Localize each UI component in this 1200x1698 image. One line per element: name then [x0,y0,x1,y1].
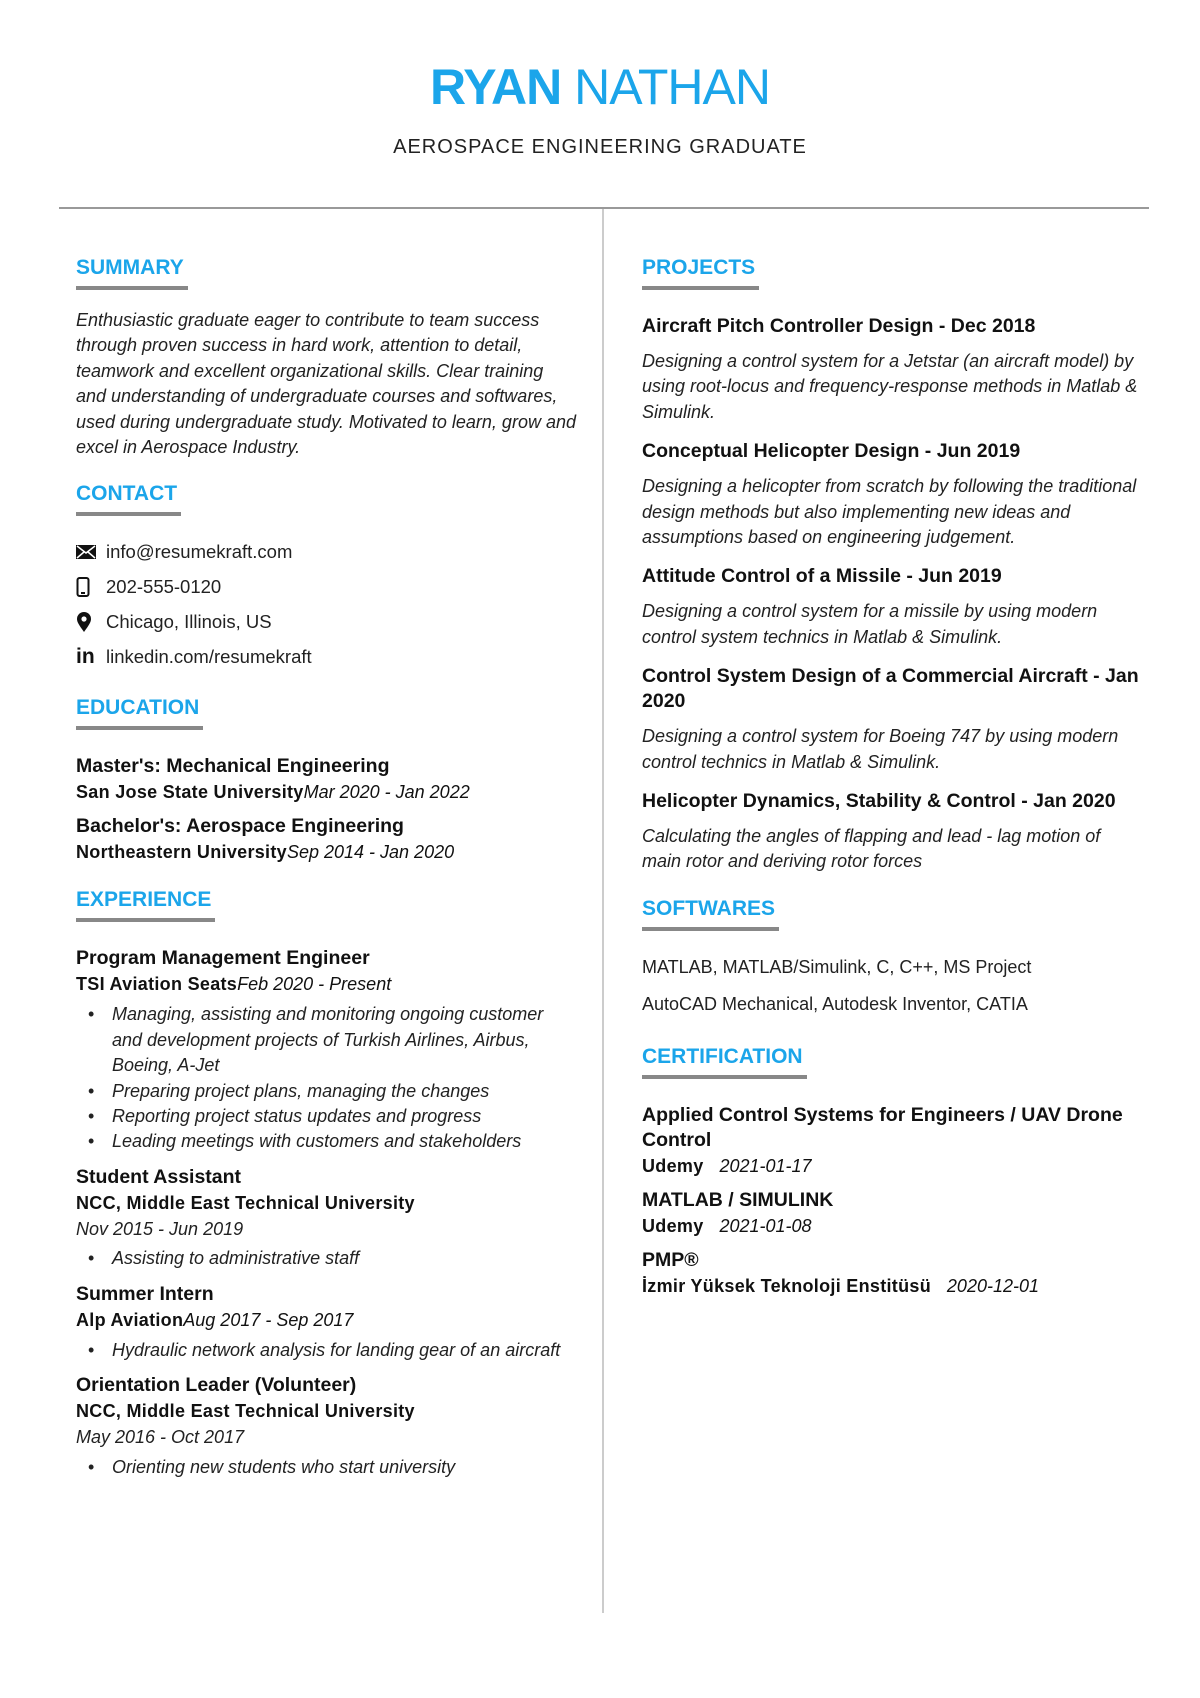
dates: Aug 2017 - Sep 2017 [183,1309,354,1330]
project-title: Aircraft Pitch Controller Design - Dec 2018 [642,315,1036,337]
section-heading: CERTIFICATION [642,1045,807,1079]
section-heading: CONTACT [76,482,181,516]
project-title: Helicopter Dynamics, Stability & Control - Jan 2020 [642,790,1116,813]
project-item [642,789,1142,875]
software-line: MATLAB, MATLAB/Simulink, C, C++, MS Project [642,956,1032,977]
issuer: Udemy [642,1215,704,1236]
school: Northeastern University [76,842,287,863]
organization: NCC, Middle East Technical University [76,1192,415,1213]
section-heading: EXPERIENCE [76,888,215,922]
dates: Mar 2020 - Jan 2022 [303,782,470,803]
right-column [642,256,1142,1322]
project-description: Calculating the angles of flapping and lead - lag motion of main rotor and deriving rotor forces [642,826,1101,872]
contact-section [76,482,576,674]
certification-section [642,1045,1142,1300]
project-title: Attitude Control of a Missile - Jun 2019 [642,565,1002,588]
contact-linkedin[interactable]: in linkedin.com/resumekraft [76,644,312,668]
map-pin-icon [76,612,106,632]
bullet: • Preparing project plans, managing the changes [88,1079,576,1104]
education-item [76,754,576,806]
candidate-name: RYAN NATHAN [430,59,770,115]
project-item [642,314,1142,425]
header-divider [59,207,1149,209]
project-description: Designing a control system for a missile by using modern control system technics in Matlab & Simulink. [642,601,1098,647]
education-section [76,696,576,866]
dates: Feb 2020 - Present [237,974,392,995]
date: 2020-12-01 [946,1275,1039,1296]
project-description: Designing a control system for Boeing 747 by using modern control technics in Matlab & Simulink. [642,726,1119,772]
project-item [642,664,1142,775]
project-description: Designing a helicopter from scratch by following the traditional design methods but also implementing new ideas and assumptions based on engineering judgement. [642,476,1137,548]
degree: Bachelor's: Aerospace Engineering [76,815,404,838]
bullet: • Reporting project status updates and progress [88,1104,576,1129]
summary-text: Enthusiastic graduate eager to contribute to team success through proven success in hard work, attention to detail, teamwork and excellent organizational skills. Clear training and understanding of undergraduate courses and softwares, used during undergraduate study. Motivated to learn, grow and excel in Aerospace Industry. [76,310,576,458]
envelope-icon [76,545,106,559]
summary-section [76,256,576,460]
project-description: Designing a control system for a Jetstar (an aircraft model) by using root-locus and frequency-response methods in Matlab & Simulink. [642,351,1138,422]
certification-name: MATLAB / SIMULINK [642,1188,834,1211]
certification-name: PMP® [642,1248,699,1271]
role: Student Assistant [76,1165,242,1188]
contact-email[interactable]: info@resumekraft.com [76,534,576,569]
experience-item [76,1282,576,1363]
experience-item [76,1373,576,1480]
project-title: Control System Design of a Commercial Aircraft - Jan 2020 [642,665,1139,713]
contact-phone: 202-555-0120 [76,569,576,604]
project-item [642,564,1142,650]
organization: Alp Aviation [76,1309,184,1330]
organization: TSI Aviation Seats [76,974,238,995]
degree: Master's: Mechanical Engineering [76,755,390,778]
linkedin-icon: in [76,644,95,668]
section-heading: PROJECTS [642,256,759,290]
bullet: • Leading meetings with customers and stakeholders [88,1129,576,1154]
role: Summer Intern [76,1282,214,1305]
bullet: • Orienting new students who start university [88,1455,576,1480]
issuer: Udemy [642,1155,704,1176]
role: Program Management Engineer [76,947,370,970]
section-heading: SOFTWARES [642,897,779,931]
softwares-section [642,897,1142,1023]
dates: May 2016 - Oct 2017 [76,1427,245,1448]
section-heading: EDUCATION [76,696,203,730]
left-column [76,256,576,1502]
bullet: • Managing, assisting and monitoring ongoing customer and development projects of Turkish Airlines, Airbus, Boeing, A-Jet [88,1002,576,1078]
organization: NCC, Middle East Technical University [76,1401,415,1422]
date: 2021-01-08 [719,1215,812,1236]
column-divider [602,209,604,1613]
role: Orientation Leader (Volunteer) [76,1374,357,1397]
contact-location: Chicago, Illinois, US [76,604,576,639]
job-title: AEROSPACE ENGINEERING GRADUATE [393,136,807,158]
education-item [76,814,576,866]
dates: Nov 2015 - Jun 2019 [76,1218,244,1239]
bullet: • Assisting to administrative staff [88,1246,576,1271]
software-line: AutoCAD Mechanical, Autodesk Inventor, CATIA [642,993,1028,1014]
dates: Sep 2014 - Jan 2020 [286,842,455,863]
issuer: İzmir Yüksek Teknoloji Enstitüsü [642,1275,932,1296]
projects-section [642,256,1142,875]
bullet: • Hydraulic network analysis for landing gear of an aircraft [88,1338,576,1363]
experience-item [76,946,576,1154]
experience-item [76,1165,576,1272]
certification-item [642,1103,1142,1180]
phone-icon [76,577,106,597]
certification-item [642,1248,1142,1300]
project-item [642,439,1142,550]
experience-section [76,888,576,1479]
certification-name: Applied Control Systems for Engineers / UAV Drone Control [642,1103,1123,1151]
school: San Jose State University [76,782,304,803]
section-heading: SUMMARY [76,256,188,290]
date: 2021-01-17 [719,1155,812,1176]
project-title: Conceptual Helicopter Design - Jun 2019 [642,440,1021,463]
certification-item [642,1188,1142,1240]
